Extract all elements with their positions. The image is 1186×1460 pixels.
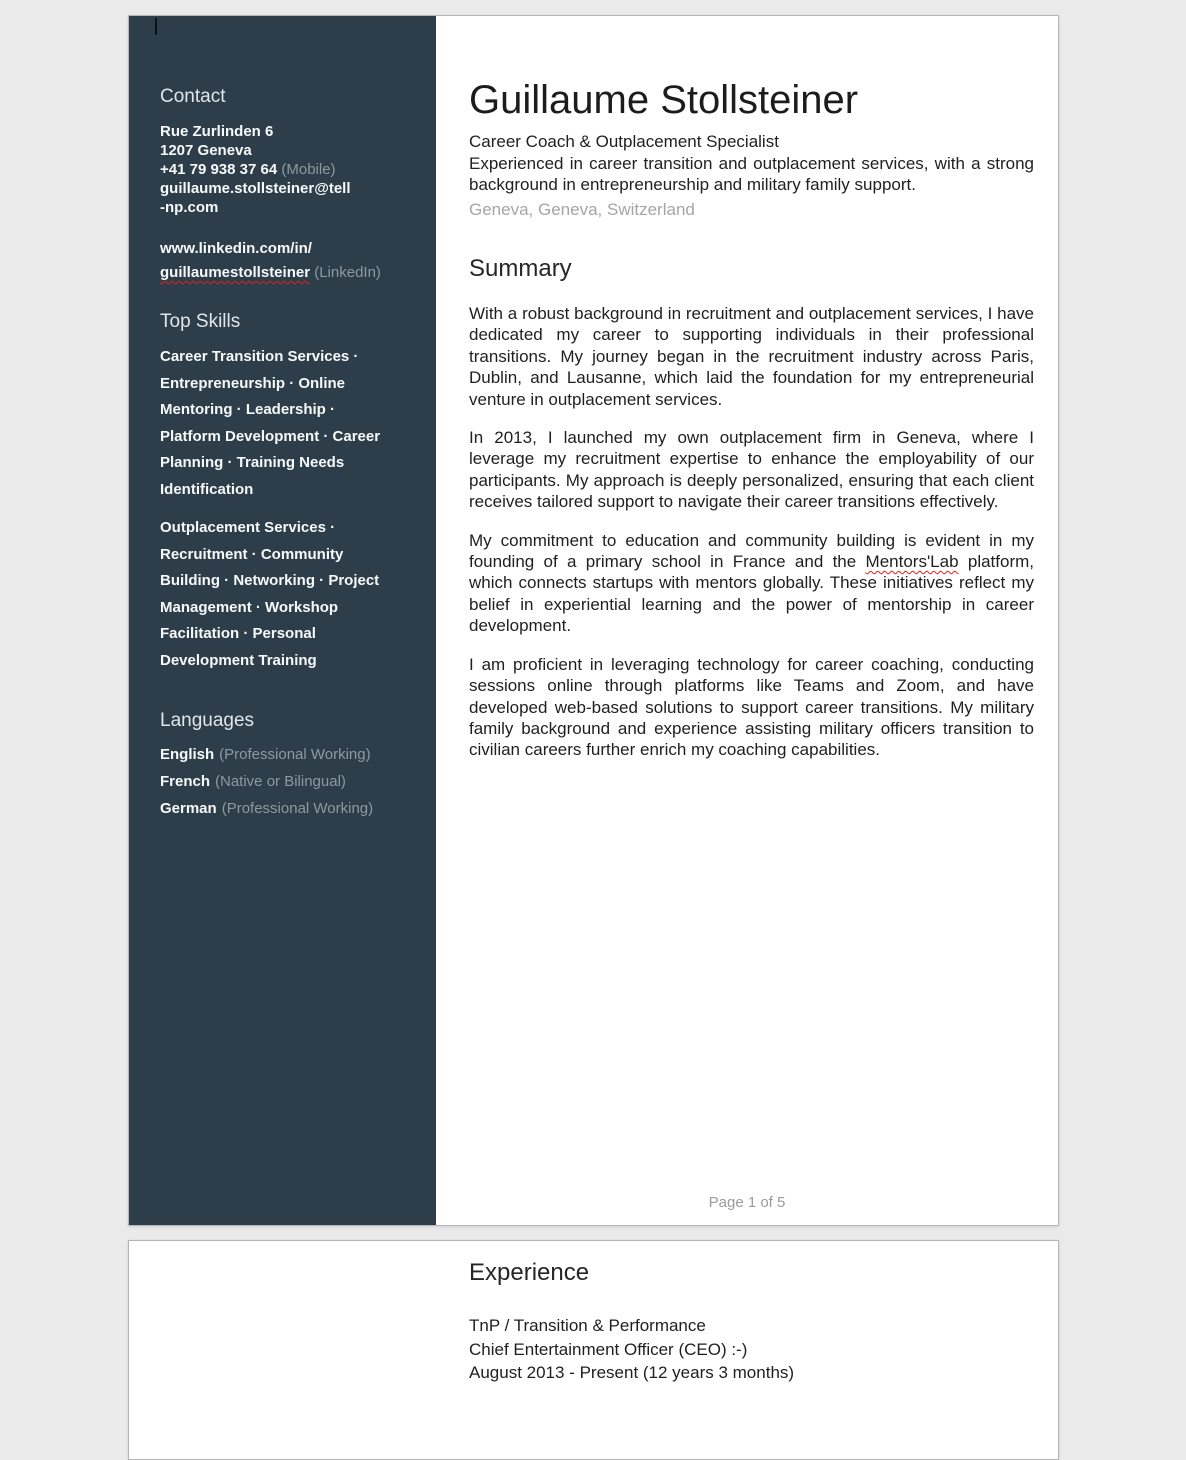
top-skills-heading[interactable]: Top Skills (160, 311, 241, 332)
skills-group-2[interactable] (160, 515, 410, 674)
language-item[interactable] (160, 795, 410, 822)
resume-sidebar[interactable] (129, 16, 436, 1225)
language-name[interactable]: English (160, 746, 215, 763)
person-headline[interactable]: Career Coach & Outplacement Specialist (469, 132, 779, 151)
skill-line[interactable]: Facilitation · Personal (160, 625, 316, 642)
experience-role[interactable]: Chief Entertainment Officer (CEO) :-) (469, 1339, 748, 1359)
skill-line[interactable]: Planning · Training Needs (160, 454, 345, 471)
text-cursor (155, 18, 157, 35)
skill-line[interactable]: Identification (160, 480, 254, 498)
email-line-2[interactable]: -np.com (160, 199, 219, 216)
person-name[interactable]: Guillaume Stollsteiner (469, 78, 859, 122)
linkedin-url-line-2[interactable] (160, 261, 410, 285)
summary-paragraph-4[interactable]: I am proficient in leveraging technology for career coaching, conducting sessions online through platforms like Teams and Zoom, and have developed web-based solutions to support career transitions. My military family background and experience assisting military officers transition to civilian careers further enrich my coaching capabilities. (469, 654, 1034, 760)
skill-line[interactable]: Recruitment · Community (160, 545, 344, 563)
paragraph-text[interactable]: platform, which connects startups with mentors globally. These initiatives reflect my belief in experiential learning and the power of mentorship in career development. (469, 552, 1035, 636)
page-number-footer: Page 1 of 5 (708, 1194, 786, 1211)
experience-entry[interactable] (469, 1314, 1034, 1385)
language-name[interactable]: French (160, 773, 211, 790)
phone-line[interactable] (160, 160, 410, 179)
resume-page-1[interactable] (128, 15, 1059, 1226)
linkedin-label: (LinkedIn) (314, 264, 381, 281)
skill-line[interactable]: Outplacement Services · (160, 519, 336, 536)
email-line-1[interactable]: guillaume.stollsteiner@tell (160, 180, 351, 197)
skill-line[interactable]: Platform Development · Career (160, 427, 381, 445)
language-level: (Native or Bilingual) (215, 773, 346, 790)
language-level: (Professional Working) (219, 746, 371, 763)
skill-line[interactable]: Entrepreneurship · Online (160, 374, 346, 392)
contact-heading[interactable]: Contact (160, 86, 226, 107)
summary-heading[interactable]: Summary (469, 255, 572, 282)
summary-paragraph-2[interactable]: In 2013, I launched my own outplacement firm in Geneva, where I leverage my recruitment expertise to enhance the employability of our participants. My approach is deeply personalized, ensuring that each client receives tailored support to navigate their career transitions effectively. (469, 428, 1034, 512)
linkedin-block[interactable] (160, 237, 410, 285)
spellcheck-flagged-word[interactable]: Mentors'Lab (865, 552, 959, 572)
person-location[interactable]: Geneva, Geneva, Switzerland (469, 199, 695, 219)
resume-main-column[interactable] (436, 16, 1058, 1225)
language-level: (Professional Working) (221, 800, 374, 817)
address-line-2[interactable]: 1207 Geneva (160, 142, 252, 159)
summary-paragraph-1[interactable]: With a robust background in recruitment and outplacement services, I have dedicated my career to supporting individuals in their professional transitions. My journey began in the recruitment industry across Paris, Dublin, and Lausanne, which laid the foundation for my entrepreneurial venture in outplacement services. (469, 304, 1034, 409)
languages-list[interactable] (160, 741, 410, 822)
experience-company[interactable]: TnP / Transition & Performance (469, 1316, 706, 1335)
paragraph-text[interactable]: My commitment to education and community building is evident in my founding of a primary school in France and the (469, 530, 1034, 572)
summary-paragraph-3[interactable] (469, 530, 1034, 637)
skill-line[interactable]: Development Training (160, 651, 317, 669)
linkedin-username[interactable]: guillaumestollsteiner (160, 264, 311, 281)
skill-line[interactable]: Career Transition Services · (160, 348, 359, 365)
skills-group-1[interactable] (160, 344, 410, 503)
language-item[interactable] (160, 768, 410, 795)
contact-block[interactable] (160, 122, 410, 217)
experience-dates[interactable]: August 2013 - Present (12 years 3 months) (469, 1363, 795, 1382)
skill-line[interactable]: Management · Workshop (160, 598, 339, 616)
experience-heading[interactable]: Experience (469, 1259, 590, 1286)
phone-number[interactable]: +41 79 938 37 64 (160, 161, 278, 178)
address-line-1[interactable]: Rue Zurlinden 6 (160, 123, 274, 140)
language-item[interactable] (160, 741, 410, 768)
skill-line[interactable]: Building · Networking · Project (160, 572, 380, 589)
linkedin-url-line-1[interactable]: www.linkedin.com/in/ (160, 240, 312, 257)
phone-label: (Mobile) (281, 161, 336, 178)
resume-page-2[interactable] (128, 1240, 1059, 1460)
skill-line[interactable]: Mentoring · Leadership · (160, 401, 336, 418)
languages-heading[interactable]: Languages (160, 710, 255, 731)
language-name[interactable]: German (160, 800, 217, 817)
person-description[interactable]: Experienced in career transition and outplacement services, with a strong background in entrepreneurship and military family support. (469, 153, 1034, 194)
